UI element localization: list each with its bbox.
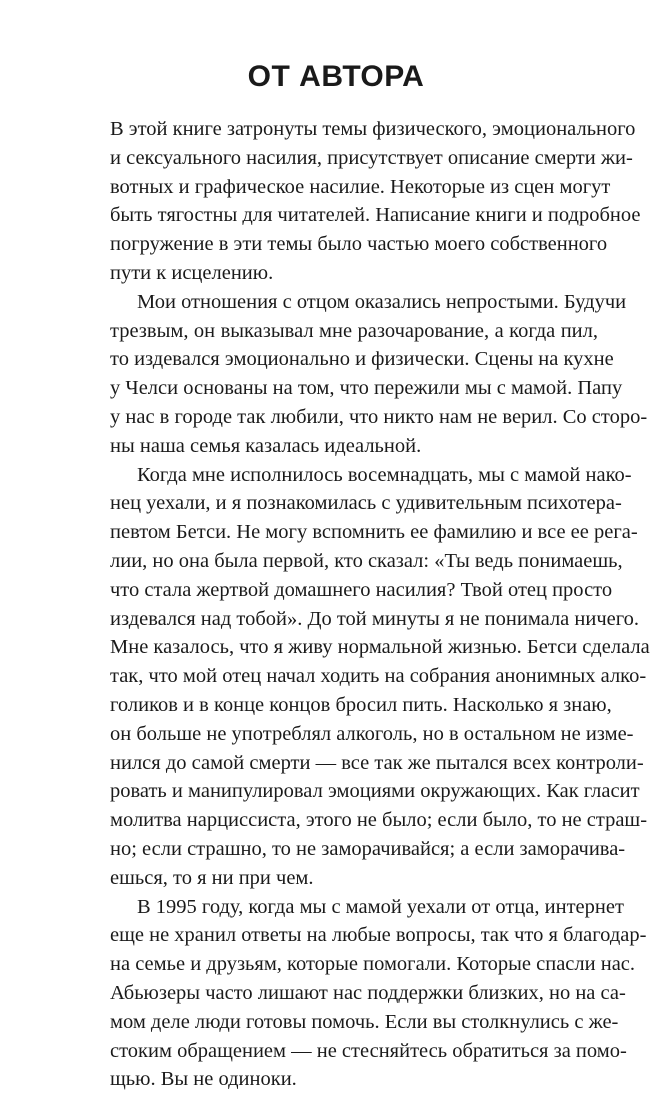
text-line: В 1995 году, когда мы с мамой уехали от отца, интернет xyxy=(137,895,624,918)
text-line: издевался над тобой». До той минуты я не понимала ничего. xyxy=(110,607,640,630)
text-line: Мне казалось, что я живу нормальной жизнью. Бетси сделала xyxy=(110,636,650,659)
text-line: трезвым, он выказывал мне разочарование, а когда пил, xyxy=(110,319,598,342)
text-line: нец уехали, и я познакомилась с удивительным психотера- xyxy=(110,492,622,515)
text-line: так, что мой отец начал ходить на собрания анонимных алко- xyxy=(110,665,647,688)
text-line: Мои отношения с отцом оказались непростыми. Будучи xyxy=(137,290,627,313)
text-line: но; если страшно, то не заморачивайся; а если заморачива- xyxy=(110,837,626,860)
text-line: ны наша семья казалась идеальной. xyxy=(110,434,422,457)
text-line: В этой книге затронуты темы физического, эмоционального xyxy=(110,118,636,140)
text-line: вотных и графическое насилие. Некоторые из сцен могут xyxy=(110,175,611,198)
text-line: Когда мне исполнилось восемнадцать, мы с мамой нако- xyxy=(137,463,632,486)
text-line: пути к исцелению. xyxy=(110,261,274,284)
paragraph xyxy=(110,893,647,1094)
text-line: быть тягостны для читателей. Написание книги и подробное xyxy=(110,204,641,227)
page-title: ОТ АВТОРА xyxy=(247,60,425,93)
paragraph xyxy=(110,115,641,288)
text-line: то издевался эмоционально и физически. Сцены на кухне xyxy=(110,348,614,371)
text-line: погружение в эти темы было частью моего собственного xyxy=(110,233,608,256)
text-line: еще не хранил ответы на любые вопросы, так что я благодар- xyxy=(110,924,647,947)
text-line: Абьюзеры часто лишают нас поддержки близких, но на са- xyxy=(110,981,626,1004)
paragraph xyxy=(110,288,648,461)
text-line: лии, но она была первой, кто сказал: «Ты ведь понимаешь, xyxy=(110,549,623,572)
text-line: у нас в городе так любили, что никто нам не верил. Со сторо- xyxy=(110,405,648,428)
text-line: у Челси основаны на том, что пережили мы с мамой. Папу xyxy=(110,377,623,400)
text-line: он больше не употреблял алкоголь, но в остальном не изме- xyxy=(110,722,634,745)
text-line: и сексуального насилия, присутствует описание смерти жи- xyxy=(110,146,633,169)
text-line: ешься, то я ни при чем. xyxy=(110,866,314,889)
text-line: голиков и в конце концов бросил пить. Насколько я знаю, xyxy=(110,693,612,716)
text-line: молитва нарциссиста, этого не было; если было, то не страш- xyxy=(110,809,648,832)
text-line: на семье и друзьям, которые помогали. Которые спасли нас. xyxy=(110,953,636,976)
text-line: что стала жертвой домашнего насилия? Твой отец просто xyxy=(110,578,613,601)
paragraph xyxy=(110,461,650,893)
text-line: нился до самой смерти — все так же пытался всех контроли- xyxy=(110,751,644,774)
text-line: стоким обращением — не стесняйтесь обратиться за помо- xyxy=(110,1039,627,1062)
text-line: ровать и манипулировал эмоциями окружающих. Как гласит xyxy=(110,780,640,803)
text-line: мом деле люди готовы помочь. Если вы столкнулись с же- xyxy=(110,1010,619,1033)
text-line: щью. Вы не одиноки. xyxy=(110,1068,297,1091)
body-text xyxy=(110,115,650,1094)
text-line: певтом Бетси. Не могу вспомнить ее фамилию и все ее рега- xyxy=(110,521,638,544)
